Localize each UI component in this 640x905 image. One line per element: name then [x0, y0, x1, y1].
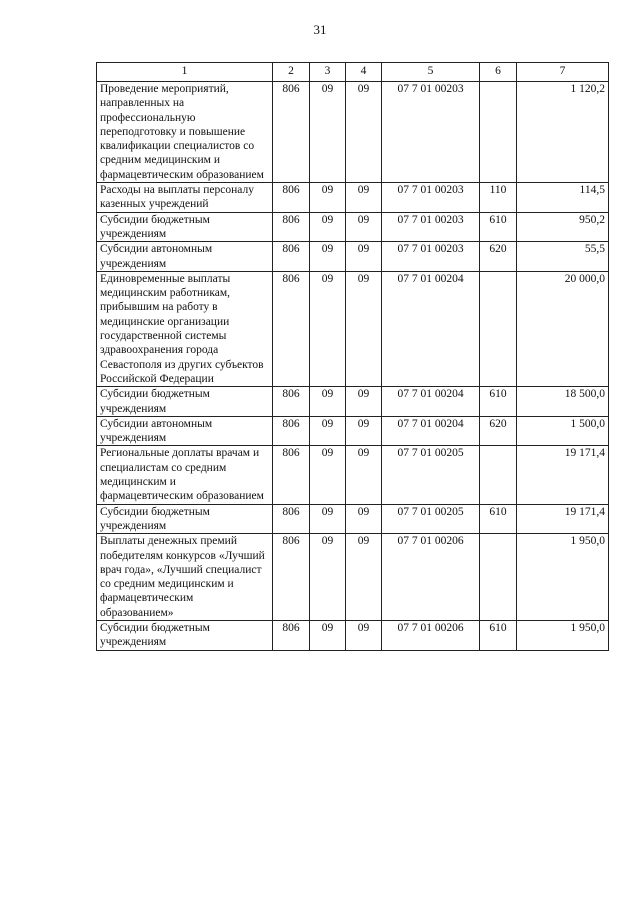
- table-row: [97, 534, 609, 621]
- row-section-code-cell: 09: [310, 212, 346, 242]
- row-name-cell: Субсидии бюджетным учреждениям: [97, 387, 273, 417]
- page-number: 31: [313, 22, 327, 37]
- row-ministry-code-cell: 806: [273, 620, 310, 650]
- row-name-cell: Субсидии автономным учреждениям: [97, 242, 273, 272]
- row-expense-type-cell: [480, 271, 517, 386]
- row-ministry-code-cell: 806: [273, 82, 310, 183]
- table-row: [97, 242, 609, 272]
- row-expense-type-cell: [480, 446, 517, 504]
- row-target-article-cell: 07 7 01 00204: [382, 387, 480, 417]
- row-name-cell: Единовременные выплаты медицинским работникам, прибывшим на работу в медицинские организации государственной системы здравоохранения города Севастополя из других субъектов Российской Федерации: [97, 271, 273, 386]
- row-amount-cell: 1 950,0: [517, 534, 609, 621]
- row-ministry-code-cell: 806: [273, 446, 310, 504]
- row-ministry-code-cell: 806: [273, 212, 310, 242]
- row-name-cell: Проведение мероприятий, направленных на профессиональную переподготовку и повышение квалификации специалистов со средним медицинским и фармацевтическим образованием: [97, 82, 273, 183]
- column-header-1: 1: [97, 63, 273, 82]
- row-name-cell: Региональные доплаты врачам и специалистам со средним медицинским и фармацевтическим образованием: [97, 446, 273, 504]
- row-subsection-code-cell: 09: [346, 620, 382, 650]
- row-ministry-code-cell: 806: [273, 416, 310, 446]
- row-subsection-code-cell: 09: [346, 387, 382, 417]
- row-amount-cell: 114,5: [517, 183, 609, 213]
- row-amount-cell: 1 120,2: [517, 82, 609, 183]
- row-subsection-code-cell: 09: [346, 242, 382, 272]
- row-expense-type-cell: 610: [480, 504, 517, 534]
- row-expense-type-cell: [480, 82, 517, 183]
- row-expense-type-cell: 610: [480, 212, 517, 242]
- row-target-article-cell: 07 7 01 00203: [382, 82, 480, 183]
- row-subsection-code-cell: 09: [346, 183, 382, 213]
- row-target-article-cell: 07 7 01 00203: [382, 242, 480, 272]
- row-section-code-cell: 09: [310, 387, 346, 417]
- row-ministry-code-cell: 806: [273, 271, 310, 386]
- table-row: [97, 212, 609, 242]
- budget-table: [96, 62, 609, 651]
- row-expense-type-cell: 610: [480, 620, 517, 650]
- row-expense-type-cell: 610: [480, 387, 517, 417]
- column-header-7: 7: [517, 63, 609, 82]
- table-header-row: [97, 63, 609, 82]
- row-amount-cell: 1 950,0: [517, 620, 609, 650]
- table-row: [97, 446, 609, 504]
- row-ministry-code-cell: 806: [273, 183, 310, 213]
- column-header-5: 5: [382, 63, 480, 82]
- row-name-cell: Субсидии бюджетным учреждениям: [97, 620, 273, 650]
- row-amount-cell: 19 171,4: [517, 446, 609, 504]
- row-section-code-cell: 09: [310, 504, 346, 534]
- table-row: [97, 416, 609, 446]
- row-section-code-cell: 09: [310, 82, 346, 183]
- row-subsection-code-cell: 09: [346, 212, 382, 242]
- row-ministry-code-cell: 806: [273, 387, 310, 417]
- row-ministry-code-cell: 806: [273, 534, 310, 621]
- row-section-code-cell: 09: [310, 446, 346, 504]
- column-header-4: 4: [346, 63, 382, 82]
- column-header-3: 3: [310, 63, 346, 82]
- row-name-cell: Расходы на выплаты персоналу казенных учреждений: [97, 183, 273, 213]
- row-section-code-cell: 09: [310, 242, 346, 272]
- row-target-article-cell: 07 7 01 00206: [382, 534, 480, 621]
- row-subsection-code-cell: 09: [346, 416, 382, 446]
- row-ministry-code-cell: 806: [273, 242, 310, 272]
- table-row: [97, 271, 609, 386]
- column-header-2: 2: [273, 63, 310, 82]
- row-name-cell: Субсидии автономным учреждениям: [97, 416, 273, 446]
- row-subsection-code-cell: 09: [346, 271, 382, 386]
- row-target-article-cell: 07 7 01 00205: [382, 504, 480, 534]
- row-name-cell: Субсидии бюджетным учреждениям: [97, 212, 273, 242]
- row-amount-cell: 20 000,0: [517, 271, 609, 386]
- row-section-code-cell: 09: [310, 183, 346, 213]
- table-row: [97, 620, 609, 650]
- table-body: [97, 82, 609, 651]
- row-target-article-cell: 07 7 01 00205: [382, 446, 480, 504]
- row-target-article-cell: 07 7 01 00203: [382, 183, 480, 213]
- row-target-article-cell: 07 7 01 00204: [382, 271, 480, 386]
- row-expense-type-cell: 110: [480, 183, 517, 213]
- row-name-cell: Выплаты денежных премий победителям конкурсов «Лучший врач года», «Лучший специалист со средним медицинским и фармацевтическим образованием»: [97, 534, 273, 621]
- row-target-article-cell: 07 7 01 00203: [382, 212, 480, 242]
- row-section-code-cell: 09: [310, 416, 346, 446]
- row-ministry-code-cell: 806: [273, 504, 310, 534]
- row-expense-type-cell: [480, 534, 517, 621]
- row-section-code-cell: 09: [310, 271, 346, 386]
- table-row: [97, 504, 609, 534]
- row-subsection-code-cell: 09: [346, 446, 382, 504]
- row-amount-cell: 1 500,0: [517, 416, 609, 446]
- row-subsection-code-cell: 09: [346, 534, 382, 621]
- row-amount-cell: 18 500,0: [517, 387, 609, 417]
- column-header-6: 6: [480, 63, 517, 82]
- table-row: [97, 387, 609, 417]
- table-row: [97, 82, 609, 183]
- row-subsection-code-cell: 09: [346, 504, 382, 534]
- row-amount-cell: 950,2: [517, 212, 609, 242]
- table-row: [97, 183, 609, 213]
- row-target-article-cell: 07 7 01 00204: [382, 416, 480, 446]
- row-name-cell: Субсидии бюджетным учреждениям: [97, 504, 273, 534]
- row-target-article-cell: 07 7 01 00206: [382, 620, 480, 650]
- row-amount-cell: 55,5: [517, 242, 609, 272]
- row-subsection-code-cell: 09: [346, 82, 382, 183]
- row-section-code-cell: 09: [310, 620, 346, 650]
- row-expense-type-cell: 620: [480, 416, 517, 446]
- row-expense-type-cell: 620: [480, 242, 517, 272]
- row-amount-cell: 19 171,4: [517, 504, 609, 534]
- row-section-code-cell: 09: [310, 534, 346, 621]
